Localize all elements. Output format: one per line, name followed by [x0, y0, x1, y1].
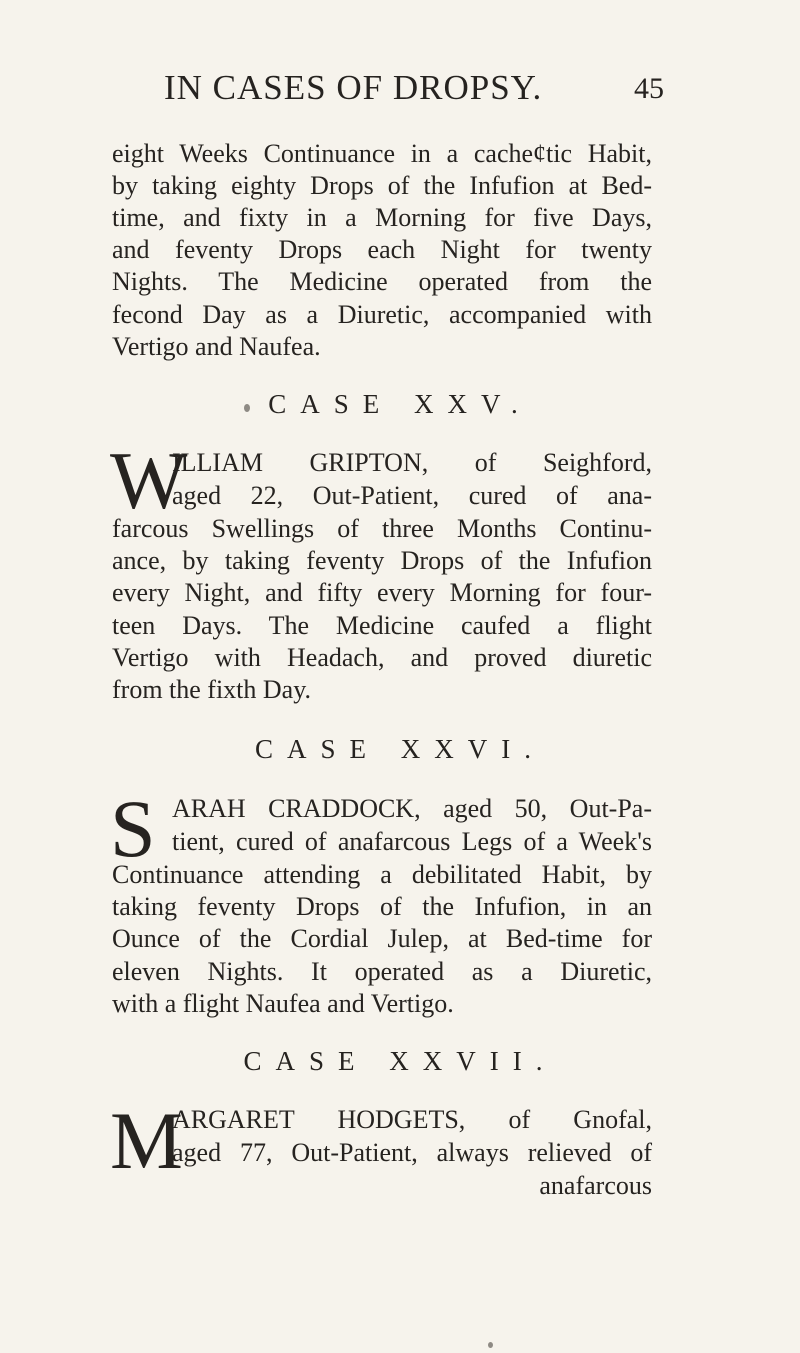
text-line: teen Days. The Medicine caufed a flight [112, 611, 652, 640]
running-title: IN CASES OF DROPSY. [164, 68, 543, 107]
text-line: Nights. The Medicine operated from the [112, 267, 652, 296]
text-line: aged 22, Out-Patient, cured of ana- [172, 481, 652, 510]
case-heading: CASE XXVII. [243, 1046, 557, 1076]
text-line: fecond Day as a Diuretic, accompanied with [112, 300, 652, 329]
text-line: taking feventy Drops of the Infufion, in an [112, 892, 652, 921]
running-head [164, 62, 664, 108]
drop-cap: M [110, 1095, 183, 1186]
drop-cap: W [110, 435, 188, 526]
text-line: eleven Nights. It operated as a Diuretic, [112, 957, 652, 986]
text-line: Vertigo and Naufea. [112, 332, 321, 361]
case-heading: CASE XXV. [268, 389, 532, 419]
text-line: ILLIAM GRIPTON, of Seighford, [172, 448, 652, 477]
text-line: and feventy Drops each Night for twenty [112, 235, 652, 264]
text-line: ARGARET HODGETS, of Gnofal, [172, 1105, 652, 1134]
text-line: from the fixth Day. [112, 675, 312, 704]
page-number: 45 [634, 72, 664, 105]
catchword: anafarcous [539, 1171, 652, 1200]
text-line: eight Weeks Continuance in a cacheȼtic Habit, [112, 139, 652, 168]
text-line: tient, cured of anafarcous Legs of a Week's [172, 827, 652, 856]
text-line: every Night, and fifty every Morning for four- [112, 578, 652, 607]
text-line: with a flight Naufea and Vertigo. [112, 989, 454, 1018]
text-line: Ounce of the Cordial Julep, at Bed-time for [112, 924, 652, 953]
ink-speck [488, 1342, 493, 1348]
text-line: Vertigo with Headach, and proved diuretic [112, 643, 652, 672]
text-line: by taking eighty Drops of the Infufion at Bed- [112, 171, 652, 200]
text-line: farcous Swellings of three Months Continu- [112, 514, 652, 543]
text-line: ARAH CRADDOCK, aged 50, Out-Pa- [172, 794, 652, 823]
text-line: Continuance attending a debilitated Habit, by [112, 860, 652, 889]
text-line: aged 77, Out-Patient, always relieved of [172, 1138, 652, 1167]
text-line: ance, by taking feventy Drops of the Infufion [112, 546, 652, 575]
ink-speck [244, 404, 250, 412]
case-heading: CASE XXVI. [254, 734, 545, 764]
text-line: time, and fixty in a Morning for five Days, [112, 203, 652, 232]
drop-cap: S [110, 783, 156, 874]
